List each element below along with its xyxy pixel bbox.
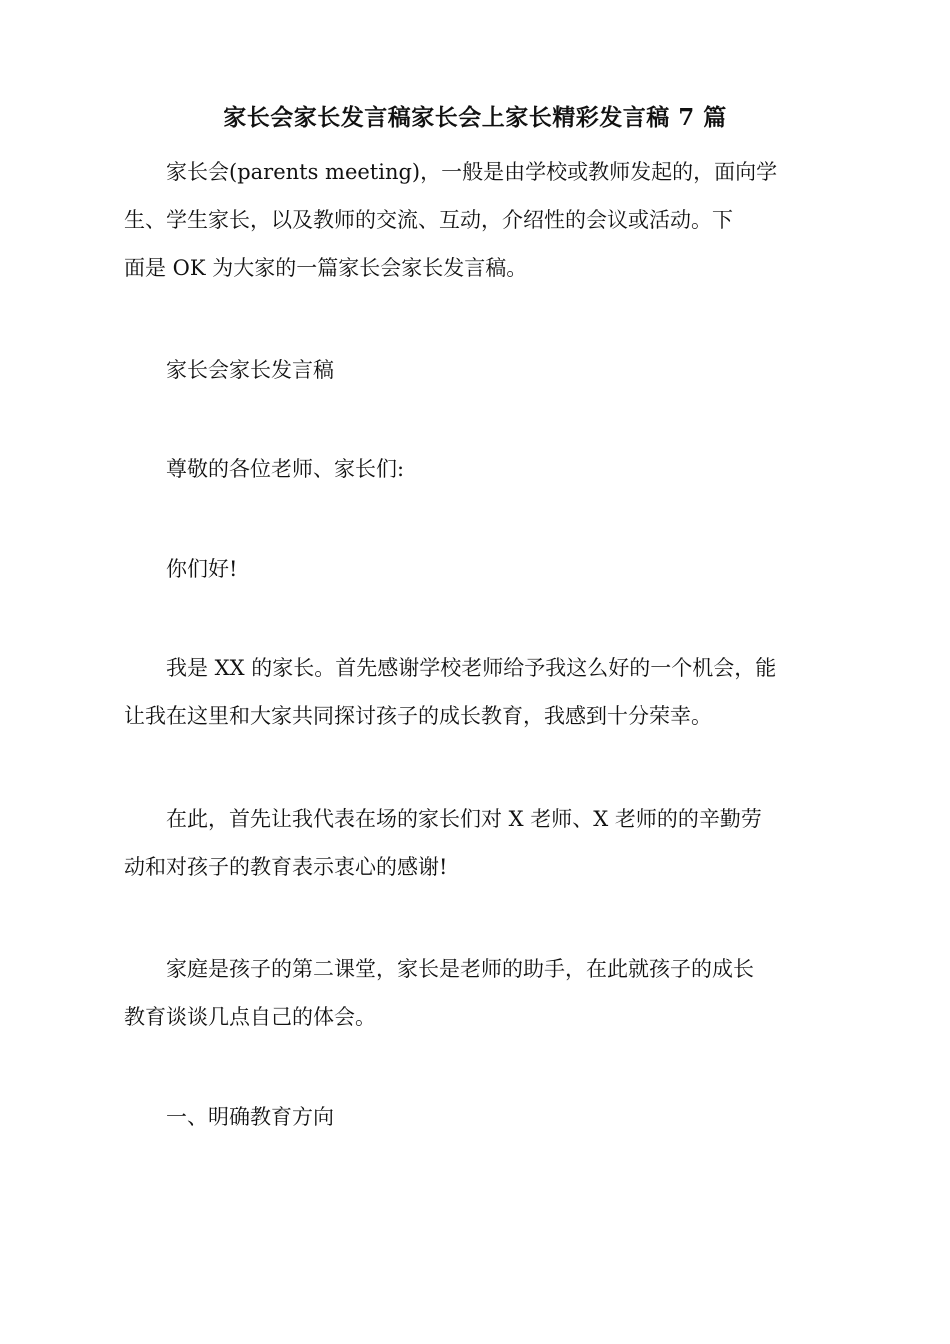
paragraph-body-2 [124,795,810,891]
text-line: 面是 OK 为大家的一篇家长会家长发言稿。 [124,256,528,280]
text-line: 我是 XX 的家长。首先感谢学校老师给予我这么好的一个机会，能 [166,656,777,680]
text-line: 家长会家长发言稿 [166,358,334,382]
paragraph-intro [124,148,810,292]
text-line: 家长会(parents meeting)，一般是由学校或教师发起的，面向学 [166,160,778,184]
text-line: 让我在这里和大家共同探讨孩子的成长教育，我感到十分荣幸。 [124,704,712,728]
text-line: 家庭是孩子的第二课堂，家长是老师的助手，在此就孩子的成长 [166,957,754,981]
paragraph-greeting [145,545,810,593]
paragraph-salutation [145,445,810,493]
text-line: 尊敬的各位老师、家长们: [166,457,405,481]
text-line: 动和对孩子的教育表示衷心的感谢! [124,855,448,879]
text-line: 你们好! [166,557,238,581]
document-title: 家长会家长发言稿家长会上家长精彩发言稿 7 篇 [223,104,727,131]
paragraph-body-3 [124,945,810,1041]
paragraph-section-heading [145,1093,810,1141]
text-line: 一、明确教育方向 [166,1105,334,1129]
text-line: 在此，首先让我代表在场的家长们对 X 老师、X 老师的的辛勤劳 [166,807,762,831]
text-line: 教育谈谈几点自己的体会。 [124,1005,376,1029]
paragraph-body-1 [124,644,810,740]
text-line: 生、学生家长，以及教师的交流、互动，介绍性的会议或活动。下 [124,208,733,232]
paragraph-heading [145,346,810,394]
